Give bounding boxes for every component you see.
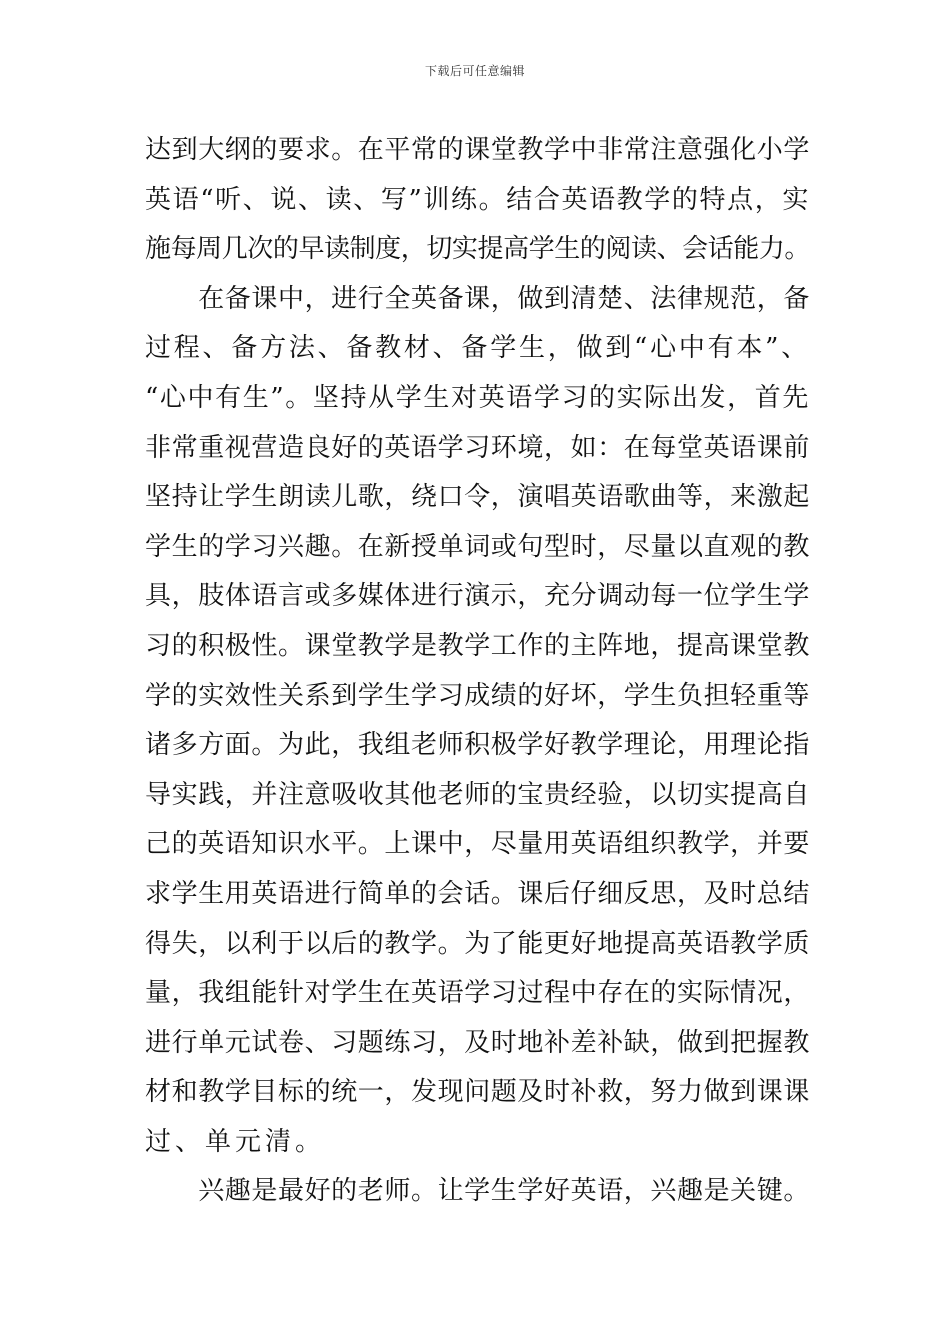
paragraph-first-line: 在备课中，进行全英备课，做到清楚、法律规范，备 (198, 283, 810, 314)
text-line: 诸多方面。为此，我组老师积极学好教学理论，用理论指 (145, 730, 810, 761)
text-line: 材和教学目标的统一，发现问题及时补救，努力做到课课 (145, 1077, 810, 1108)
text-line: 过、单元清。 (145, 1126, 326, 1157)
document-body (145, 126, 810, 1217)
text-line: “心中有生”。坚持从学生对英语学习的实际出发，首先 (145, 382, 810, 413)
text-line: 过程、备方法、备教材、备学生，做到“心中有本”、 (145, 333, 810, 364)
text-line: 求学生用英语进行简单的会话。课后仔细反思，及时总结 (145, 878, 810, 909)
text-line: 得失，以利于以后的教学。为了能更好地提高英语教学质 (145, 928, 810, 959)
text-line: 具，肢体语言或多媒体进行演示，充分调动每一位学生学 (145, 581, 810, 612)
text-line: 己的英语知识水平。上课中，尽量用英语组织教学，并要 (145, 829, 810, 860)
paragraph-first-line: 兴趣是最好的老师。让学生学好英语，兴趣是关键。 (198, 1176, 810, 1207)
page-header: 下载后可任意编辑 (424, 64, 525, 78)
text-line: 非常重视营造良好的英语学习环境，如：在每堂英语课前 (145, 432, 810, 463)
text-line: 导实践，并注意吸收其他老师的宝贵经验，以切实提高自 (145, 779, 810, 810)
text-line: 英语“听、说、读、写”训练。结合英语教学的特点，实 (145, 184, 810, 215)
text-line: 施每周几次的早读制度，切实提高学生的阅读、会话能力。 (145, 234, 810, 265)
text-line: 达到大纲的要求。在平常的课堂教学中非常注意强化小学 (145, 135, 810, 165)
text-line: 进行单元试卷、习题练习，及时地补差补缺，做到把握教 (145, 1027, 810, 1058)
text-line: 习的积极性。课堂教学是教学工作的主阵地，提高课堂教 (145, 630, 810, 661)
text-line: 学的实效性关系到学生学习成绩的好坏，学生负担轻重等 (145, 680, 810, 711)
text-line: 坚持让学生朗读儿歌，绕口令，演唱英语歌曲等，来激起 (145, 482, 810, 513)
text-line: 学生的学习兴趣。在新授单词或句型时，尽量以直观的教 (145, 531, 810, 562)
text-line: 量，我组能针对学生在英语学习过程中存在的实际情况， (145, 978, 810, 1009)
